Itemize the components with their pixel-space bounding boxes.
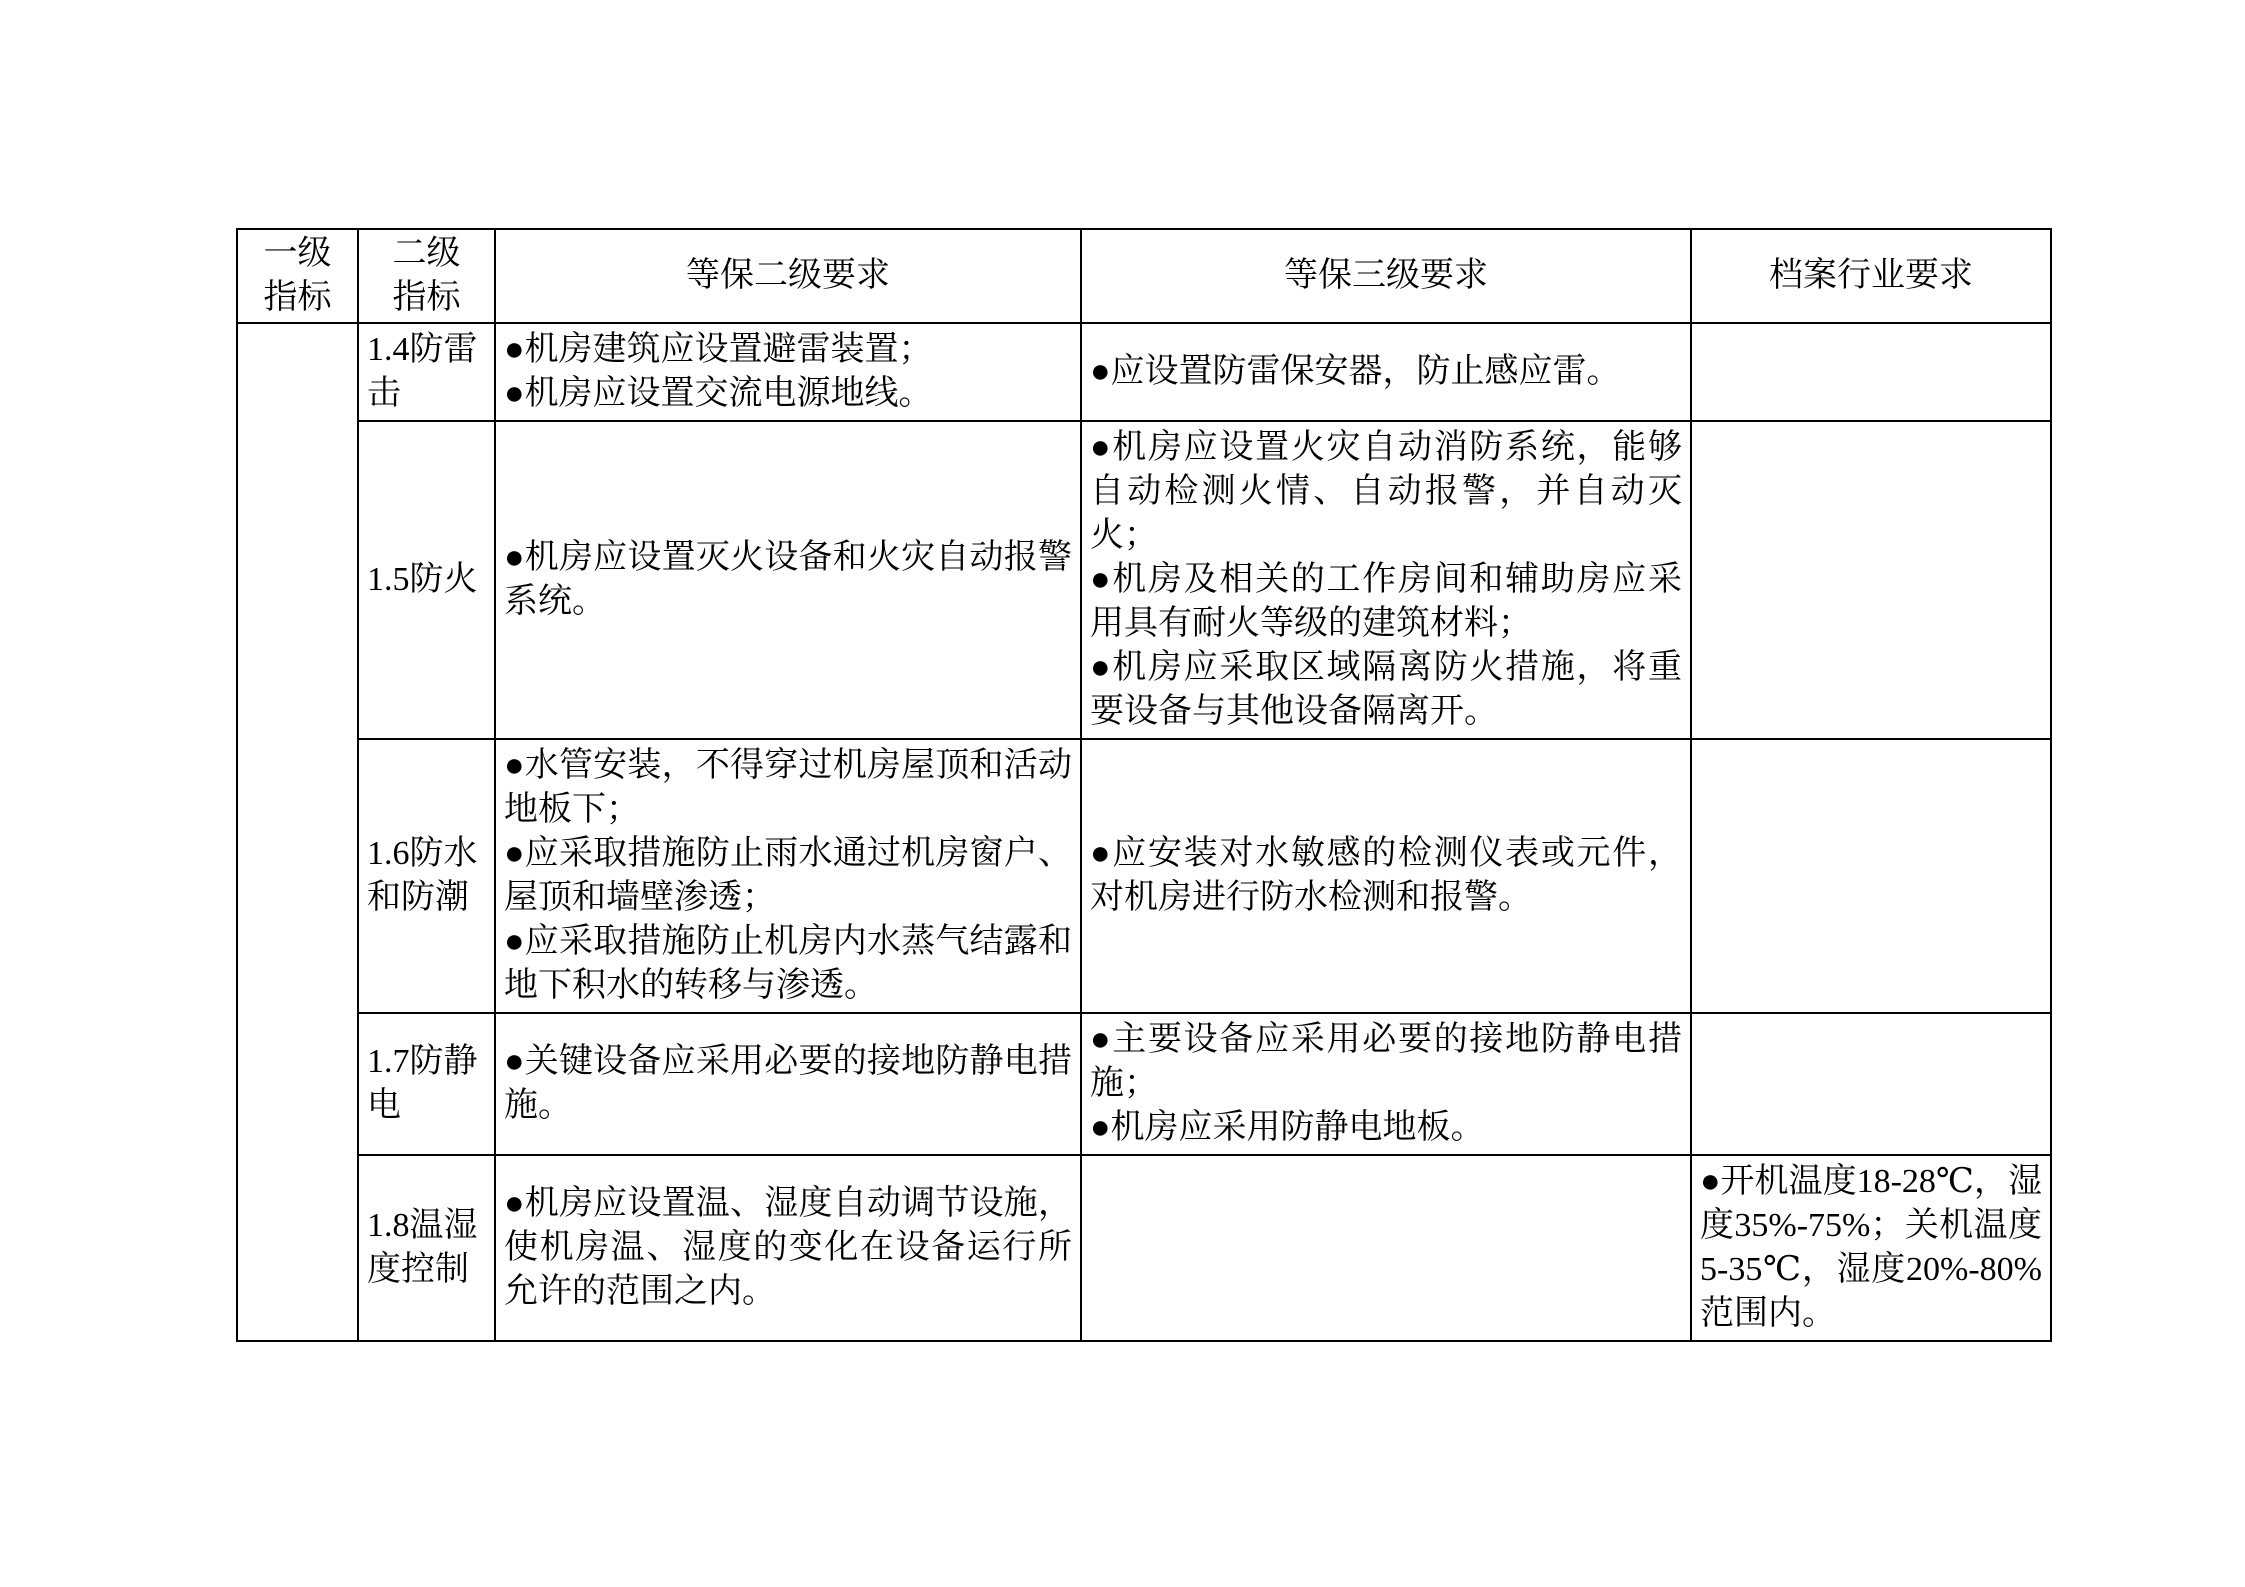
requirement-item: ●机房应设置温、湿度自动调节设施，使机房温、湿度的变化在设备运行所允许的范围之内。 [504, 1185, 1072, 1310]
requirement-item: ●应采取措施防止机房内水蒸气结露和地下积水的转移与渗透。 [504, 923, 1072, 1004]
cell-level2-requirements [495, 421, 1081, 739]
requirement-item: ●应采取措施防止雨水通过机房窗户、屋顶和墙壁渗透； [504, 835, 1072, 916]
requirement-item: ●应设置防雷保安器，防止感应雷。 [1090, 353, 1621, 390]
requirement-item: ●关键设备应采用必要的接地防静电措施。 [504, 1043, 1072, 1124]
cell-archive-requirements [1691, 421, 2051, 739]
cell-secondary-indicator: 1.7防静电 [358, 1013, 495, 1155]
cell-level3-requirements [1081, 739, 1691, 1013]
requirement-item: ●机房应设置交流电源地线。 [504, 375, 933, 412]
header-primary-indicator: 一级指标 [237, 229, 358, 323]
table-row [237, 1013, 2051, 1155]
cell-level2-requirements [495, 1155, 1081, 1341]
cell-secondary-indicator: 1.8温湿度控制 [358, 1155, 495, 1341]
cell-level3-requirements [1081, 323, 1691, 421]
requirement-item: ●主要设备应采用必要的接地防静电措施； [1090, 1021, 1682, 1102]
cell-level3-requirements [1081, 421, 1691, 739]
requirement-item: ●机房应设置火灾自动消防系统，能够自动检测火情、自动报警，并自动灭火； [1090, 429, 1682, 554]
header-secondary-indicator: 二级指标 [358, 229, 495, 323]
table-row [237, 421, 2051, 739]
header-level3-requirements: 等保三级要求 [1081, 229, 1691, 323]
cell-archive-requirements [1691, 323, 2051, 421]
cell-level2-requirements [495, 1013, 1081, 1155]
cell-secondary-indicator: 1.4防雷击 [358, 323, 495, 421]
requirement-item: ●水管安装，不得穿过机房屋顶和活动地板下； [504, 747, 1072, 828]
header-archive-industry-requirements: 档案行业要求 [1691, 229, 2051, 323]
cell-archive-requirements [1691, 1013, 2051, 1155]
cell-secondary-indicator: 1.5防火 [358, 421, 495, 739]
header-level2-requirements: 等保二级要求 [495, 229, 1081, 323]
table-row [237, 739, 2051, 1013]
cell-level3-requirements [1081, 1155, 1691, 1341]
requirement-item: ●机房应设置灭火设备和火灾自动报警系统。 [504, 539, 1072, 620]
cell-secondary-indicator: 1.6防水和防潮 [358, 739, 495, 1013]
requirements-table [236, 228, 2052, 1342]
requirement-item: ●机房应采用防静电地板。 [1090, 1109, 1485, 1146]
table-header-row [237, 229, 2051, 323]
primary-indicator-merged-cell [237, 323, 358, 1341]
requirement-item: ●应安装对水敏感的检测仪表或元件，对机房进行防水检测和报警。 [1090, 835, 1682, 916]
cell-level2-requirements [495, 739, 1081, 1013]
cell-level2-requirements [495, 323, 1081, 421]
requirement-item: ●机房应采取区域隔离防火措施，将重要设备与其他设备隔离开。 [1090, 649, 1682, 730]
cell-archive-requirements [1691, 1155, 2051, 1341]
cell-archive-requirements [1691, 739, 2051, 1013]
table-row [237, 323, 2051, 421]
requirement-item: ●机房及相关的工作房间和辅助房应采用具有耐火等级的建筑材料； [1090, 561, 1682, 642]
table-row [237, 1155, 2051, 1341]
requirement-item: ●机房建筑应设置避雷装置； [504, 331, 933, 368]
cell-level3-requirements [1081, 1013, 1691, 1155]
requirement-item: ●开机温度18-28℃，湿度35%-75%；关机温度5-35℃，湿度20%-80%范围内。 [1700, 1163, 2042, 1332]
